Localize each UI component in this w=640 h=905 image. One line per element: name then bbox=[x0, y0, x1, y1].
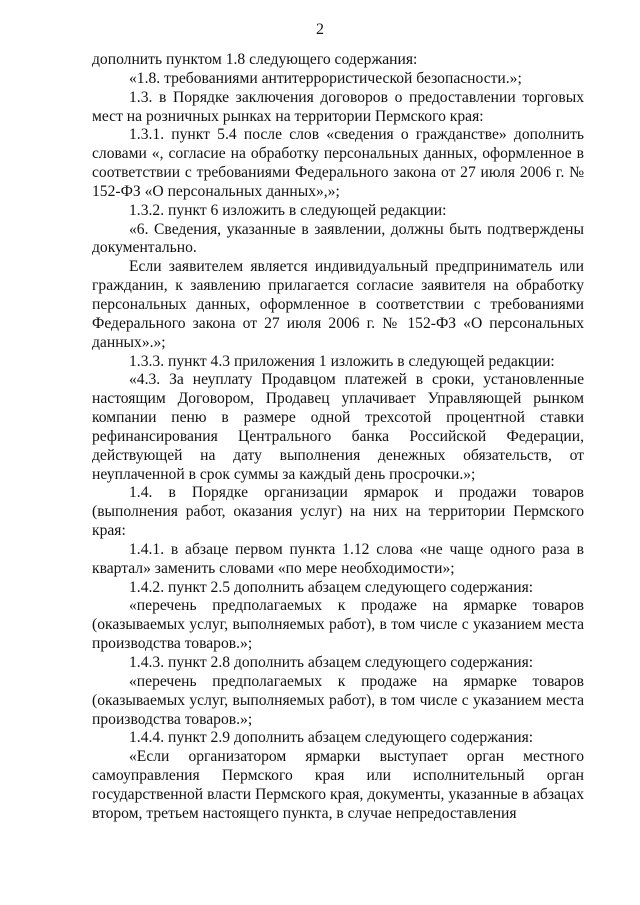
paragraph: дополнить пунктом 1.8 следующего содержания: bbox=[92, 51, 418, 68]
paragraph: «1.8. требованиями антитеррористической безопасности.»; bbox=[129, 69, 522, 87]
paragraph: 1.3. в Порядке заключения договоров о предоставлении торговых мест на розничных рынках на территории Пермского края: bbox=[92, 88, 584, 125]
paragraph: 1.4.3. пункт 2.8 дополнить абзацем следующего содержания: bbox=[129, 654, 534, 671]
paragraph: 1.3.3. пункт 4.3 приложения 1 изложить в следующей редакции: bbox=[129, 352, 555, 370]
paragraph: 1.4.2. пункт 2.5 дополнить абзацем следующего содержания: bbox=[129, 578, 534, 596]
paragraph: 1.4.4. пункт 2.9 дополнить абзацем следующего содержания: bbox=[129, 729, 534, 747]
page-number: 2 bbox=[316, 21, 324, 38]
paragraph: «6. Сведения, указанные в заявлении, должны быть подтверждены документально. bbox=[92, 220, 584, 257]
paragraph: 1.4.1. в абзаце первом пункта 1.12 слова «не чаще одного раза в квартал» заменить словами «по мере необходимости»; bbox=[92, 540, 584, 577]
paragraph: «перечень предполагаемых к продаже на ярмарке товаров (оказываемых услуг, выполняемых работ), в том числе с указанием места производства товаров.»; bbox=[92, 672, 584, 728]
paragraph: 1.3.1. пункт 5.4 после слов «сведения о гражданстве» дополнить словами «, согласие на обработку персональных данных, оформленное в соответствии с требованиями Федерального закона от 27 июля 2006 г. № 152-ФЗ «О персональных данных»,»; bbox=[92, 126, 584, 200]
paragraph: «Если организатором ярмарки выступает орган местного самоуправления Пермского края или исполнительный орган государственной власти Пермского края, документы, указанные в абзацах втором, третьем настоящего пункта, в случае непредоставления bbox=[92, 748, 584, 822]
paragraph: «4.3. За неуплату Продавцом платежей в сроки, установленные настоящим Договором, Продавец уплачивает Управляющей рынком компании пеню в размере одной трехсотой процентной ставки рефинансирования Центрального банка Российской Федерации, действующей на дату выполнения денежных обязательств, от неуплаченной в срок суммы за каждый день просрочки.»; bbox=[92, 371, 584, 483]
paragraph: 1.4. в Порядке организации ярмарок и продажи товаров (выполнения работ, оказания услуг) на них на территории Пермского края: bbox=[92, 484, 584, 540]
paragraph: Если заявителем является индивидуальный предприниматель или гражданин, к заявлению прилагается согласие заявителя на обработку персональных данных, оформленное в соответствии с требованиями Федерального закона от 27 июля 2006 г. № 152-ФЗ «О персональных данных».»; bbox=[92, 258, 584, 351]
paragraph: 1.3.2. пункт 6 изложить в следующей редакции: bbox=[129, 201, 447, 219]
paragraph: «перечень предполагаемых к продаже на ярмарке товаров (оказываемых услуг, выполняемых работ), в том числе с указанием места производства товаров.»; bbox=[92, 597, 584, 653]
document-body bbox=[92, 51, 584, 824]
